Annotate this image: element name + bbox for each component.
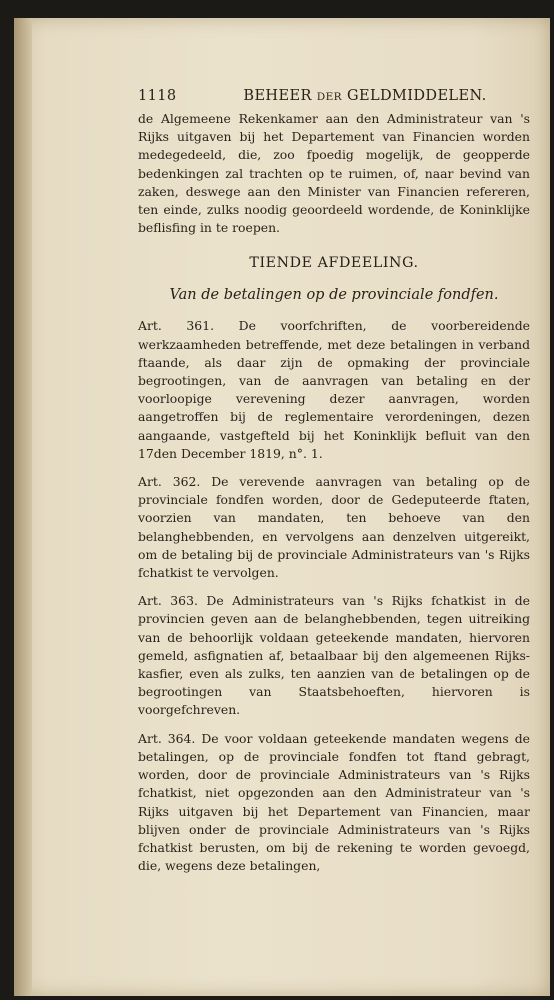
section-subtitle: Van de betalingen op de provinciale fondfen. [169, 287, 499, 304]
section-title: TIENDE AFDEELING. [249, 255, 419, 272]
intro-paragraph: de Algemeene Rekenkamer aan den Administrateur van 's Rijks uitgaven bij het Departement van Financien worden medegedeeld, die, zoo fpoedig mogelijk, de geopperde bedenkingen zal trachten op te ruimen, of, naar bevind van zaken, deswege aan den Minister van Financien refereren, ten einde, zulks noodig geoordeeld wordende, de Koninklijke beflisfing in te roepen. [138, 111, 530, 236]
book-page [14, 18, 550, 996]
article-363: Art. 363. De Administrateurs van 's Rijks fchatkist in de provincien geven aan de belanghebbenden, tegen uitreiking van de behoorlijk voldaan geteekende mandaten, hiervoren gemeld, asfignatien af, betaalbaar bij den algemeenen Rijks-kasfier, even als zulks, ten aanzien van de betalingen op de begrootingen van Staatsbehoeften, hiervoren is voorgefchreven. [138, 593, 530, 718]
running-head [138, 88, 530, 104]
page-gutter [14, 18, 32, 996]
page-content [138, 88, 530, 875]
article-364: Art. 364. De voor voldaan geteekende mandaten wegens de betalingen, op de provinciale fondfen tot ftand gebragt, worden, door de provinciale Administrateurs van 's Rijks fchatkist, niet opgezonden aan den Administrateur van 's Rijks uitgaven bij het Departement van Financien, maar blijven onder de provinciale Administrateurs van 's Rijks fchatkist berusten, om bij de rekening te worden gevoegd, die, wegens deze betalingen, [138, 730, 530, 874]
running-title: BEHEER DER GELDMIDDELEN. [243, 88, 487, 104]
article-362: Art. 362. De verevende aanvragen van betaling op de provinciale fondfen worden, door de Gedeputeerde ftaten, voorzien van mandaten, ten behoeve van den belanghebbenden, en vervolgens aan denzelven uitgereikt, om de betaling bij de provinciale Administrateurs van 's Rijks fchatkist te vervolgen. [138, 474, 530, 581]
page-number: 1118 [138, 88, 177, 104]
article-361: Art. 361. De voorfchriften, de voorbereidende werkzaamheden betreffende, met deze betalingen in verband ftaande, als daar zijn de opmaking der provinciale begrootingen, van de aanvragen van betaling en der voorloopige verevening dezer aanvragen, worden aangetroffen bij de reglementaire verordeningen, dezen aangaande, vastgefteld bij het Koninklijk befluit van den 17den December 1819, n°. 1. [138, 318, 530, 461]
